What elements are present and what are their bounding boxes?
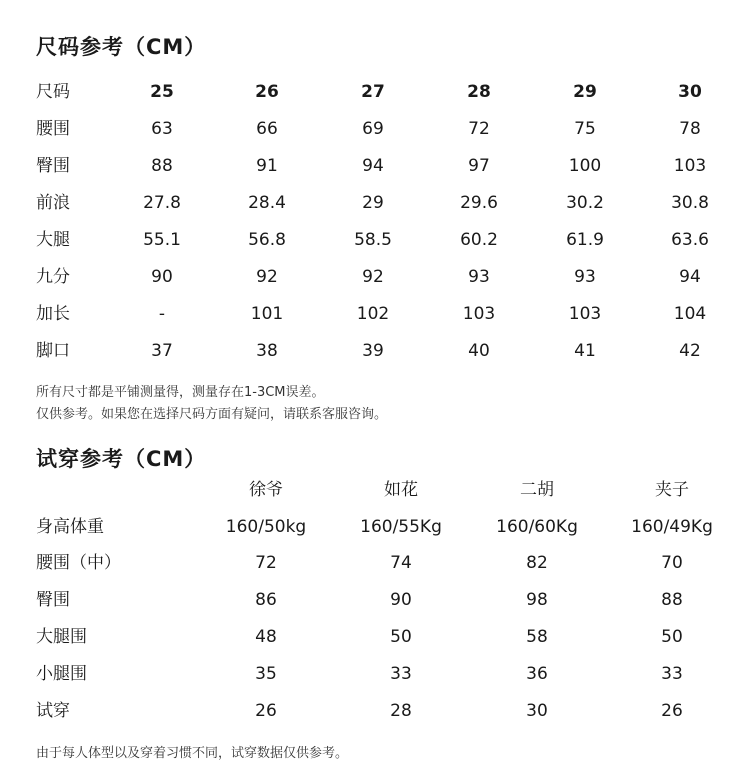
row-label: 九分 (36, 267, 70, 287)
row-label: 前浪 (36, 193, 70, 213)
cell: 38 (256, 341, 278, 361)
cell: 33 (390, 664, 412, 684)
row-label: 脚口 (36, 341, 70, 361)
tester-name: 夹子 (655, 480, 689, 500)
row-label: 加长 (36, 304, 70, 324)
cell: 29 (362, 193, 384, 213)
cell: 104 (673, 304, 707, 324)
cell: 78 (679, 119, 701, 139)
cell: 63.6 (671, 230, 709, 250)
cell: 90 (151, 267, 173, 287)
tester-name: 二胡 (520, 480, 554, 500)
cell: 63 (151, 119, 173, 139)
cell: 93 (468, 267, 490, 287)
cell: 56.8 (248, 230, 286, 250)
cell: 92 (256, 267, 278, 287)
cell: 160/50kg (225, 517, 307, 537)
cell: 91 (256, 156, 278, 176)
cell: 58.5 (354, 230, 392, 250)
cell: 66 (256, 119, 278, 139)
cell: 72 (468, 119, 490, 139)
cell: 41 (574, 341, 596, 361)
cell: 25 (150, 82, 174, 102)
cell: - (158, 304, 166, 324)
cell: 92 (362, 267, 384, 287)
fit-header-row (0, 478, 750, 502)
cell: 35 (255, 664, 277, 684)
cell: 29 (573, 82, 597, 102)
cell: 103 (462, 304, 496, 324)
cell: 36 (526, 664, 548, 684)
size-table-title: 尺码参考（CM） (36, 35, 207, 59)
fit-row (0, 551, 750, 575)
cell: 90 (390, 590, 412, 610)
cell: 98 (526, 590, 548, 610)
cell: 58 (526, 627, 548, 647)
cell: 88 (151, 156, 173, 176)
size-row (0, 265, 750, 289)
cell: 72 (255, 553, 277, 573)
cell: 26 (255, 701, 277, 721)
cell: 42 (679, 341, 701, 361)
cell: 55.1 (143, 230, 181, 250)
row-label: 臀围 (36, 156, 70, 176)
cell: 100 (568, 156, 602, 176)
fit-row (0, 662, 750, 686)
cell: 160/49Kg (631, 517, 713, 537)
row-label: 臀围 (36, 590, 70, 610)
cell: 97 (468, 156, 490, 176)
size-note: 所有尺寸都是平铺测量得，测量存在1-3CM误差。 (36, 385, 325, 400)
cell: 70 (661, 553, 683, 573)
cell: 94 (362, 156, 384, 176)
cell: 48 (255, 627, 277, 647)
size-row (0, 117, 750, 141)
cell: 33 (661, 664, 683, 684)
cell: 40 (468, 341, 490, 361)
cell: 102 (356, 304, 390, 324)
row-label: 试穿 (36, 701, 70, 721)
row-label: 腰围 (36, 119, 70, 139)
size-row (0, 339, 750, 363)
size-row (0, 154, 750, 178)
cell: 26 (255, 82, 279, 102)
cell: 69 (362, 119, 384, 139)
tester-name: 徐爷 (249, 480, 283, 500)
cell: 30 (526, 701, 548, 721)
cell: 75 (574, 119, 596, 139)
cell: 30.2 (566, 193, 604, 213)
cell: 160/55Kg (360, 517, 442, 537)
fit-row (0, 588, 750, 612)
cell: 101 (250, 304, 284, 324)
fit-row (0, 515, 750, 539)
cell: 50 (390, 627, 412, 647)
size-row (0, 191, 750, 215)
cell: 94 (679, 267, 701, 287)
cell: 28 (467, 82, 491, 102)
cell: 28 (390, 701, 412, 721)
tester-name: 如花 (384, 480, 418, 500)
cell: 60.2 (460, 230, 498, 250)
row-label: 尺码 (36, 82, 70, 102)
cell: 30.8 (671, 193, 709, 213)
cell: 103 (673, 156, 707, 176)
row-label: 大腿围 (36, 627, 87, 647)
cell: 26 (661, 701, 683, 721)
row-label: 大腿 (36, 230, 70, 250)
cell: 74 (390, 553, 412, 573)
cell: 29.6 (460, 193, 498, 213)
cell: 93 (574, 267, 596, 287)
cell: 50 (661, 627, 683, 647)
cell: 30 (678, 82, 702, 102)
cell: 39 (362, 341, 384, 361)
fit-table-title: 试穿参考（CM） (36, 447, 207, 471)
row-label: 腰围（中） (36, 553, 121, 573)
cell: 28.4 (248, 193, 286, 213)
cell: 27.8 (143, 193, 181, 213)
cell: 88 (661, 590, 683, 610)
cell: 82 (526, 553, 548, 573)
fit-note: 由于每人体型以及穿着习惯不同，试穿数据仅供参考。 (36, 746, 349, 761)
row-label: 小腿围 (36, 664, 87, 684)
cell: 103 (568, 304, 602, 324)
size-row (0, 80, 750, 104)
fit-row (0, 625, 750, 649)
size-note: 仅供参考。如果您在选择尺码方面有疑问，请联系客服咨询。 (36, 407, 388, 422)
cell: 27 (361, 82, 385, 102)
row-label: 身高体重 (36, 517, 104, 537)
size-row (0, 302, 750, 326)
fit-row (0, 699, 750, 723)
size-row (0, 228, 750, 252)
cell: 61.9 (566, 230, 604, 250)
cell: 160/60Kg (496, 517, 578, 537)
cell: 37 (151, 341, 173, 361)
cell: 86 (255, 590, 277, 610)
